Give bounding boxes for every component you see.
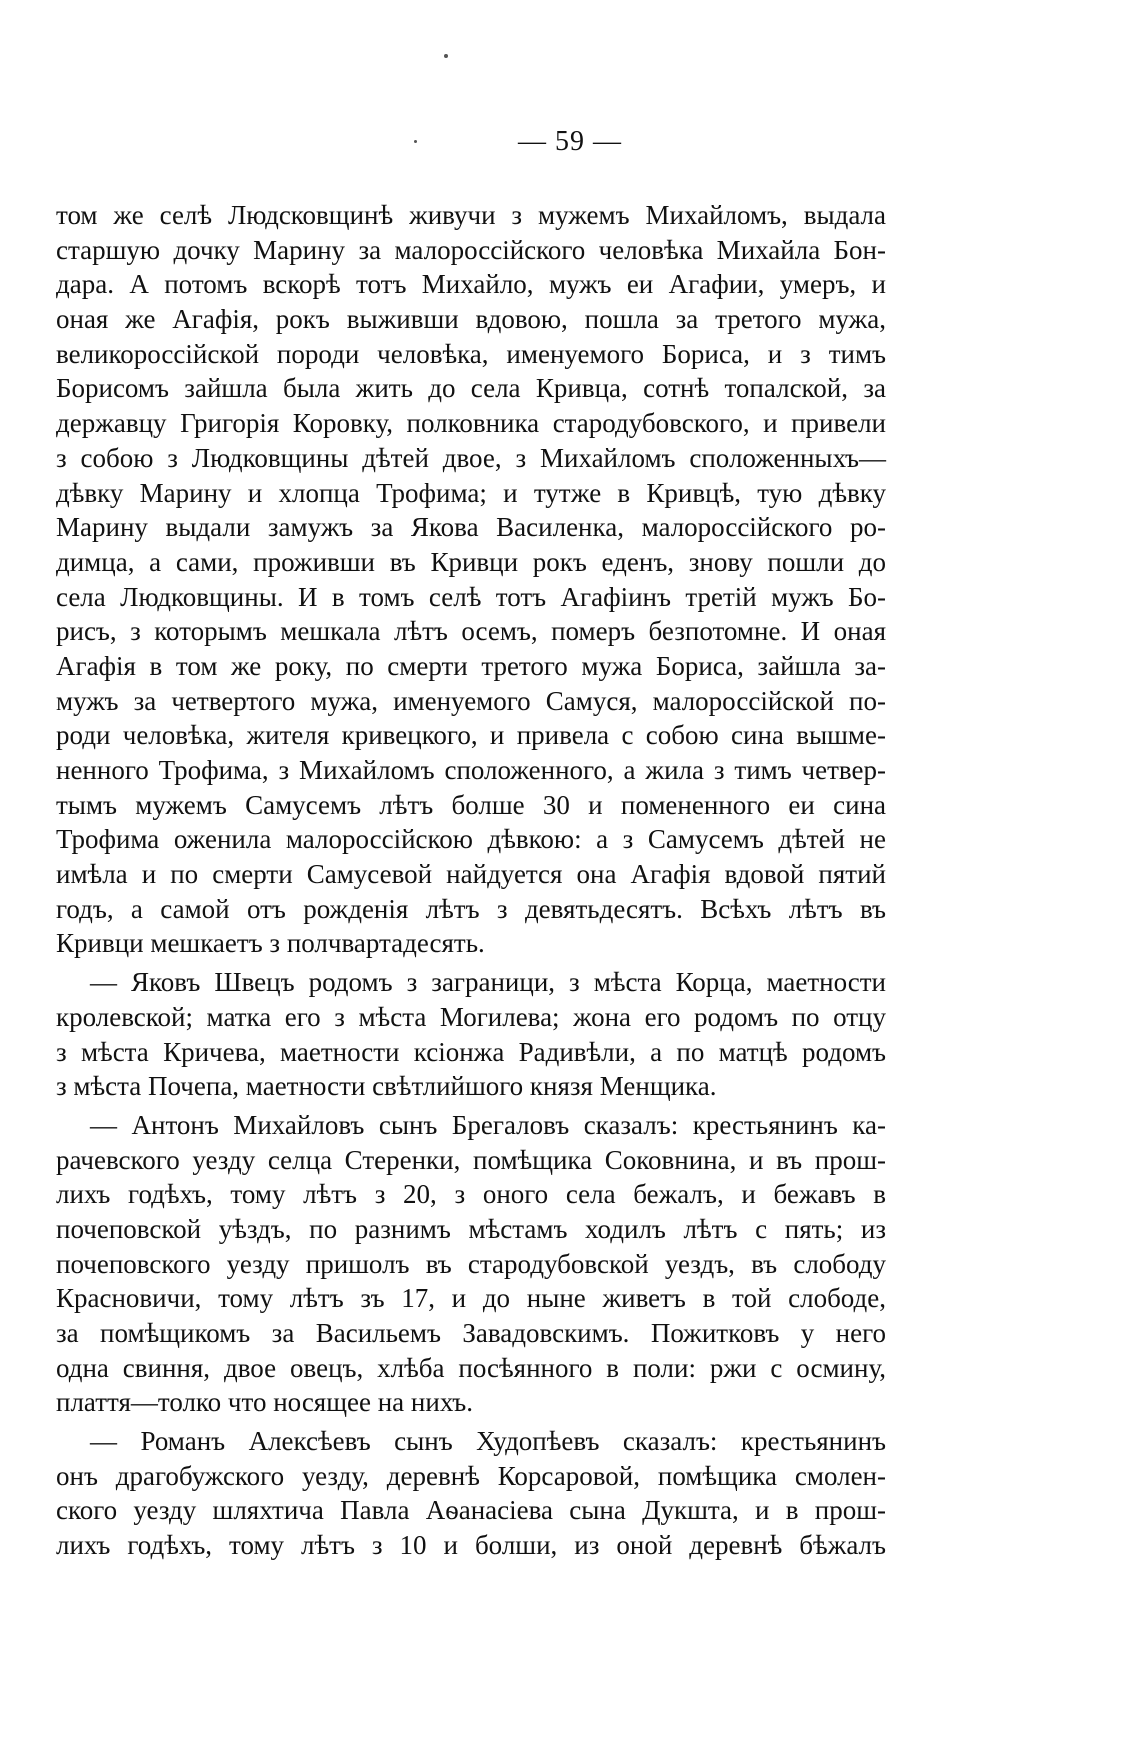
text-line: роди человѣка, жителя кривецкого, и привела с собою сина вышме- bbox=[56, 720, 886, 751]
text-line: старшую дочку Марину за малороссійского человѣка Михайла Бон- bbox=[56, 234, 886, 265]
text-line: плаття—толко что носящее на нихъ. bbox=[56, 1387, 473, 1418]
scan-speck bbox=[444, 54, 448, 58]
text-line: з мѣста Кричева, маетности ксіонжа Радивѣли, а по матцѣ родомъ bbox=[56, 1036, 886, 1067]
page-number: — 59 — bbox=[518, 126, 622, 157]
text-line: — Антонъ Михайловъ сынъ Брегаловъ сказалъ: крестьянинъ ка- bbox=[90, 1109, 886, 1140]
paragraph-1 bbox=[56, 198, 886, 961]
text-line: онъ драгобужского уезду, деревнѣ Корсаровой, помѣщика смолен- bbox=[56, 1460, 886, 1491]
paragraph-3 bbox=[56, 1108, 886, 1420]
text-line: оная же Агафія, рокъ выживши вдовою, пошла за третого мужа, bbox=[56, 304, 886, 335]
text-line: годъ, а самой отъ рожденія лѣтъ з девятьдесятъ. Всѣхъ лѣтъ въ bbox=[56, 893, 886, 924]
text-line: почеповского уезду пришолъ въ стародубовской уездъ, въ слободу bbox=[56, 1248, 886, 1279]
text-line: димца, а сами, проживши въ Кривци рокъ еденъ, знову пошли до bbox=[56, 546, 886, 577]
paragraph-4 bbox=[56, 1424, 886, 1563]
text-line: почеповской уѣздъ, по разнимъ мѣстамъ ходилъ лѣтъ с пять; из bbox=[56, 1213, 886, 1244]
text-line: села Людковщины. И в томъ селѣ тотъ Агафіинъ третій мужъ Бо- bbox=[56, 581, 886, 612]
text-line: за помѣщикомъ за Васильемъ Завадовскимъ. Пожитковъ у него bbox=[56, 1318, 886, 1348]
text-line: лихъ годѣхъ, тому лѣтъ з 10 и болши, из оной деревнѣ бѣжалъ bbox=[56, 1530, 886, 1561]
text-line: кролевской; матка его з мѣста Могилева; жона его родомъ по отцу bbox=[56, 1001, 886, 1032]
text-line: Красновичи, тому лѣтъ зъ 17, и до нынe живетъ в той слободе, bbox=[56, 1283, 886, 1314]
text-line: — Романъ Алексѣевъ сынъ Худопѣевъ сказалъ: крестьянинъ bbox=[90, 1426, 886, 1457]
text-line: имѣла и по смерти Самусевой найдуется она Агафія вдовой пятий bbox=[56, 859, 886, 890]
text-line: Агафія в том же року, по смерти третого мужа Бориса, зайшла за- bbox=[56, 650, 886, 681]
text-line: з собою з Людковщины дѣтей двое, з Михайломъ сположенныхъ— bbox=[56, 442, 886, 473]
body-text bbox=[56, 198, 886, 1567]
text-line: ского уезду шляхтича Павла Аѳанасіева сына Дукшта, и в прош- bbox=[56, 1495, 886, 1526]
text-line: тымъ мужемъ Самусемъ лѣтъ болше 30 и помененного еи сина bbox=[56, 789, 886, 820]
text-line: одна свиння, двое овецъ, хлѣба посѣянного в поли: ржи с осмину, bbox=[56, 1352, 886, 1383]
text-line: Кривци мешкаетъ з полчвартадесять. bbox=[56, 928, 485, 959]
text-line: мужъ за четвертого мужа, именуемого Самуся, малороссійской по- bbox=[56, 685, 886, 716]
text-line: рисъ, з которымъ мешкала лѣтъ осемъ, померъ безпотомне. И оная bbox=[56, 616, 886, 647]
text-line: лихъ годѣхъ, тому лѣтъ з 20, з оного села бежалъ, и бежавъ в bbox=[56, 1179, 886, 1210]
text-line: том же селѣ Людсковщинѣ живучи з мужемъ Михайломъ, выдала bbox=[56, 200, 886, 230]
text-line: дѣвку Марину и хлопца Трофима; и тутже в Кривцѣ, тую дѣвку bbox=[56, 477, 886, 508]
text-line: — Яковъ Швецъ родомъ з заграници, з мѣста Корца, маетности bbox=[90, 967, 886, 998]
text-line: Трофима оженила малороссійскою дѣвкою: а з Самусемъ дѣтей не bbox=[56, 824, 886, 855]
text-line: Марину выдали замужъ за Якова Василенка, малороссійского ро- bbox=[56, 512, 886, 543]
text-line: Борисомъ зайшла была жить до села Кривца, сотнѣ топалской, за bbox=[56, 373, 886, 404]
text-line: великороссійской породи человѣка, именуемого Бориса, и з тимъ bbox=[56, 338, 886, 369]
text-line: рачевского уезду селца Стеренки, помѣщика Соковнина, и въ прош- bbox=[56, 1144, 886, 1175]
text-line: державцу Григорія Коровку, полковника стародубовского, и привели bbox=[56, 408, 886, 439]
text-line: ненного Трофима, з Михайломъ сположенного, а жила з тимъ четвер- bbox=[56, 755, 886, 785]
paragraph-2 bbox=[56, 965, 886, 1104]
text-line: з мѣста Почепа, маетности свѣтлийшого князя Менщика. bbox=[56, 1071, 717, 1102]
text-line: дара. А потомъ вскорѣ тотъ Михайло, мужъ еи Агафии, умеръ, и bbox=[56, 269, 886, 300]
